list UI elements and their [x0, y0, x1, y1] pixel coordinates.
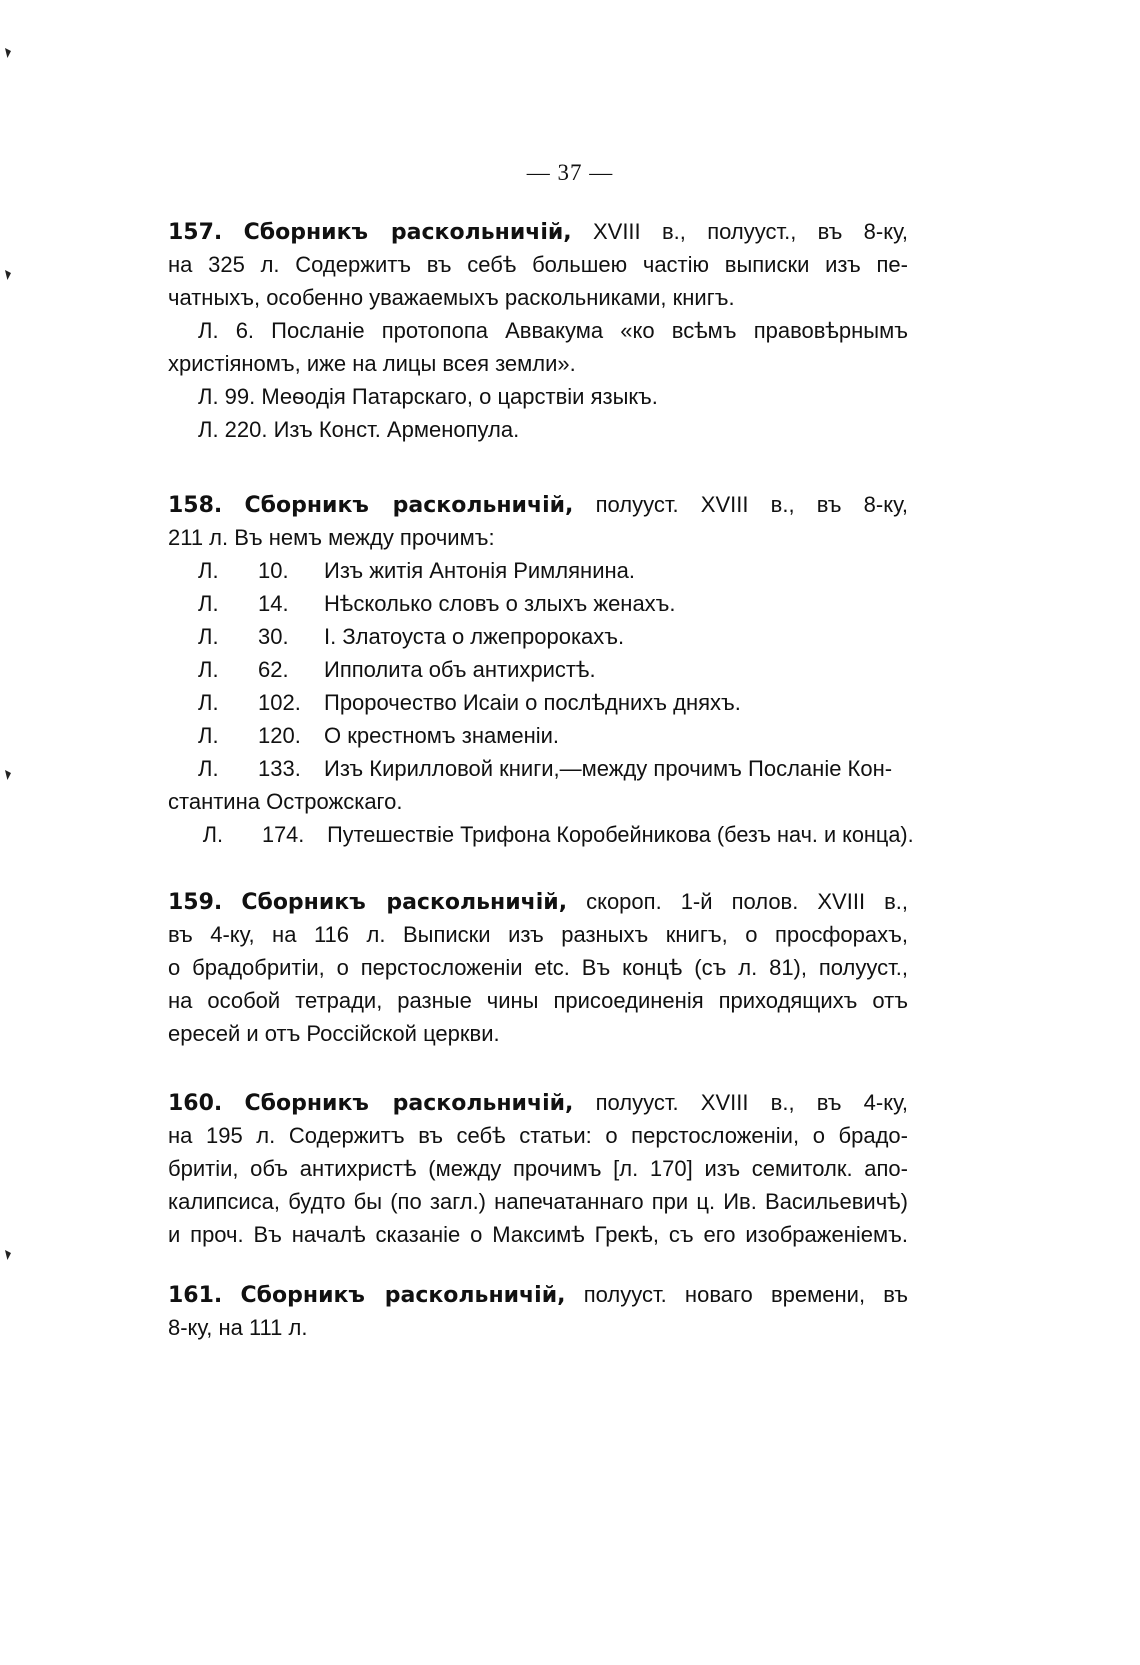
- item-text: Нѣсколько словъ о злыхъ женахъ.: [324, 591, 676, 616]
- entry-text-line: о брадобритіи, о перстосложеніи etc. Въ концѣ (съ л. 81), полууст.,: [168, 955, 908, 980]
- contents-item: [168, 587, 908, 620]
- leaf-label: Л.: [198, 723, 219, 748]
- entry-title: Сборникъ раскольничій,: [241, 890, 568, 915]
- contents-item: [168, 554, 908, 587]
- entry-heading: [168, 885, 908, 918]
- page-number: — 37 —: [526, 160, 614, 185]
- item-text: Изъ житія Антонія Римлянина.: [324, 558, 635, 583]
- contents-item: [168, 620, 908, 653]
- contents-item: [168, 653, 908, 686]
- item-text: Пророчество Исаіи о послѣднихъ дняхъ.: [324, 690, 741, 715]
- margin-mark: [5, 1250, 11, 1260]
- entry-heading: [168, 488, 908, 521]
- contents-item: Л. 99. Меѳодія Патарскаго, о царствіи языкъ.: [198, 384, 658, 409]
- contents-item: Л. 220. Изъ Конст. Арменопула.: [198, 417, 520, 442]
- entry-text-line: полууст. XVIII в., въ 8-ку,: [573, 492, 908, 517]
- contents-item-continuation: стантина Острожскаго.: [168, 789, 403, 814]
- entry-heading: [168, 1086, 908, 1119]
- margin-mark: [5, 270, 11, 280]
- entry-text-line: 8-ку, на 111 л.: [168, 1315, 308, 1340]
- contents-item: [173, 818, 943, 851]
- item-text: Ипполита объ антихристѣ.: [324, 657, 596, 682]
- margin-mark: [5, 770, 11, 780]
- leaf-label: Л.: [202, 822, 224, 847]
- entry-title: Сборникъ раскольничій,: [244, 493, 574, 518]
- entry-number: 159.: [168, 890, 223, 915]
- entry-text-line: скороп. 1-й полов. XVIII в.,: [567, 889, 908, 914]
- item-text: І. Златоуста о лжепророкахъ.: [324, 624, 625, 649]
- leaf-number: 30.: [258, 624, 289, 649]
- entry-text-line: и проч. Въ началѣ сказаніе о Максимѣ Грекѣ, съ его изображеніемъ.: [168, 1222, 908, 1247]
- entry-text-line: ересей и отъ Россійской церкви.: [168, 1021, 500, 1046]
- item-text: Изъ Кирилловой книги,—между прочимъ Посланіе Кон-: [324, 756, 893, 781]
- entry-text-line: на 325 л. Содержитъ въ себѣ большею частію выписки изъ пе-: [168, 252, 908, 277]
- leaf-number: 174.: [261, 822, 305, 847]
- entry-title: Сборникъ раскольничій,: [243, 220, 572, 245]
- contents-item: [168, 719, 908, 752]
- contents-item: [168, 752, 908, 785]
- leaf-label: Л.: [198, 624, 219, 649]
- entry-heading: [168, 1278, 908, 1311]
- leaf-number: 102.: [258, 690, 301, 715]
- entry-text-line: XVIII в., полууст., въ 8-ку,: [571, 219, 908, 244]
- entry-text-line: калипсиса, будто бы (по загл.) напечатаннаго при ц. Ив. Васильевичѣ): [168, 1189, 908, 1214]
- entry-heading: [168, 215, 908, 248]
- margin-mark: [5, 48, 11, 58]
- item-text: О крестномъ знаменіи.: [324, 723, 560, 748]
- leaf-number: 62.: [258, 657, 289, 682]
- leaf-number: 120.: [258, 723, 301, 748]
- entry-text-line: полууст. XVIII в., въ 4-ку,: [573, 1090, 908, 1115]
- leaf-number: 133.: [258, 756, 301, 781]
- entry-number: 160.: [168, 1091, 223, 1116]
- leaf-number: 10.: [258, 558, 289, 583]
- catalog-entry-161: [168, 1278, 908, 1344]
- catalog-entry-158: [168, 488, 914, 851]
- entry-text-line: бритіи, объ антихристѣ (между прочимъ [л. 170] изъ семитолк. апо-: [168, 1156, 908, 1181]
- entry-text-line: на особой тетради, разные чины присоединенія приходящихъ отъ: [168, 988, 908, 1013]
- contents-item: Л. 6. Посланіе протопопа Аввакума «ко всѣмъ правовѣрнымъ: [198, 318, 908, 343]
- leaf-label: Л.: [198, 756, 219, 781]
- entry-number: 161.: [168, 1283, 223, 1308]
- leaf-label: Л.: [198, 591, 219, 616]
- contents-item: христіяномъ, иже на лицы всея земли».: [168, 351, 576, 376]
- entry-number: 157.: [168, 220, 223, 245]
- contents-item: [168, 686, 908, 719]
- entry-text-line: въ 4-ку, на 116 л. Выписки изъ разныхъ книгъ, о просфорахъ,: [168, 922, 908, 947]
- entry-number: 158.: [168, 493, 223, 518]
- catalog-entry-157: [168, 215, 908, 446]
- leaf-label: Л.: [198, 657, 219, 682]
- catalog-entry-160: [168, 1086, 908, 1251]
- leaf-label: Л.: [198, 690, 219, 715]
- entry-text-line: на 195 л. Содержитъ въ себѣ статьи: о перстосложеніи, о брадо-: [168, 1123, 908, 1148]
- leaf-label: Л.: [198, 558, 219, 583]
- entry-text-line: 211 л. Въ немъ между прочимъ:: [168, 525, 495, 550]
- entry-text-line: чатныхъ, особенно уважаемыхъ раскольниками, книгъ.: [168, 285, 735, 310]
- entry-text-line: полууст. новаго времени, въ: [565, 1282, 908, 1307]
- entry-title: Сборникъ раскольничій,: [240, 1283, 566, 1308]
- entry-title: Сборникъ раскольничій,: [244, 1091, 574, 1116]
- catalog-entry-159: [168, 885, 908, 1050]
- item-text: Путешествіе Трифона Коробейникова (безъ нач. и конца).: [327, 822, 914, 847]
- leaf-number: 14.: [258, 591, 289, 616]
